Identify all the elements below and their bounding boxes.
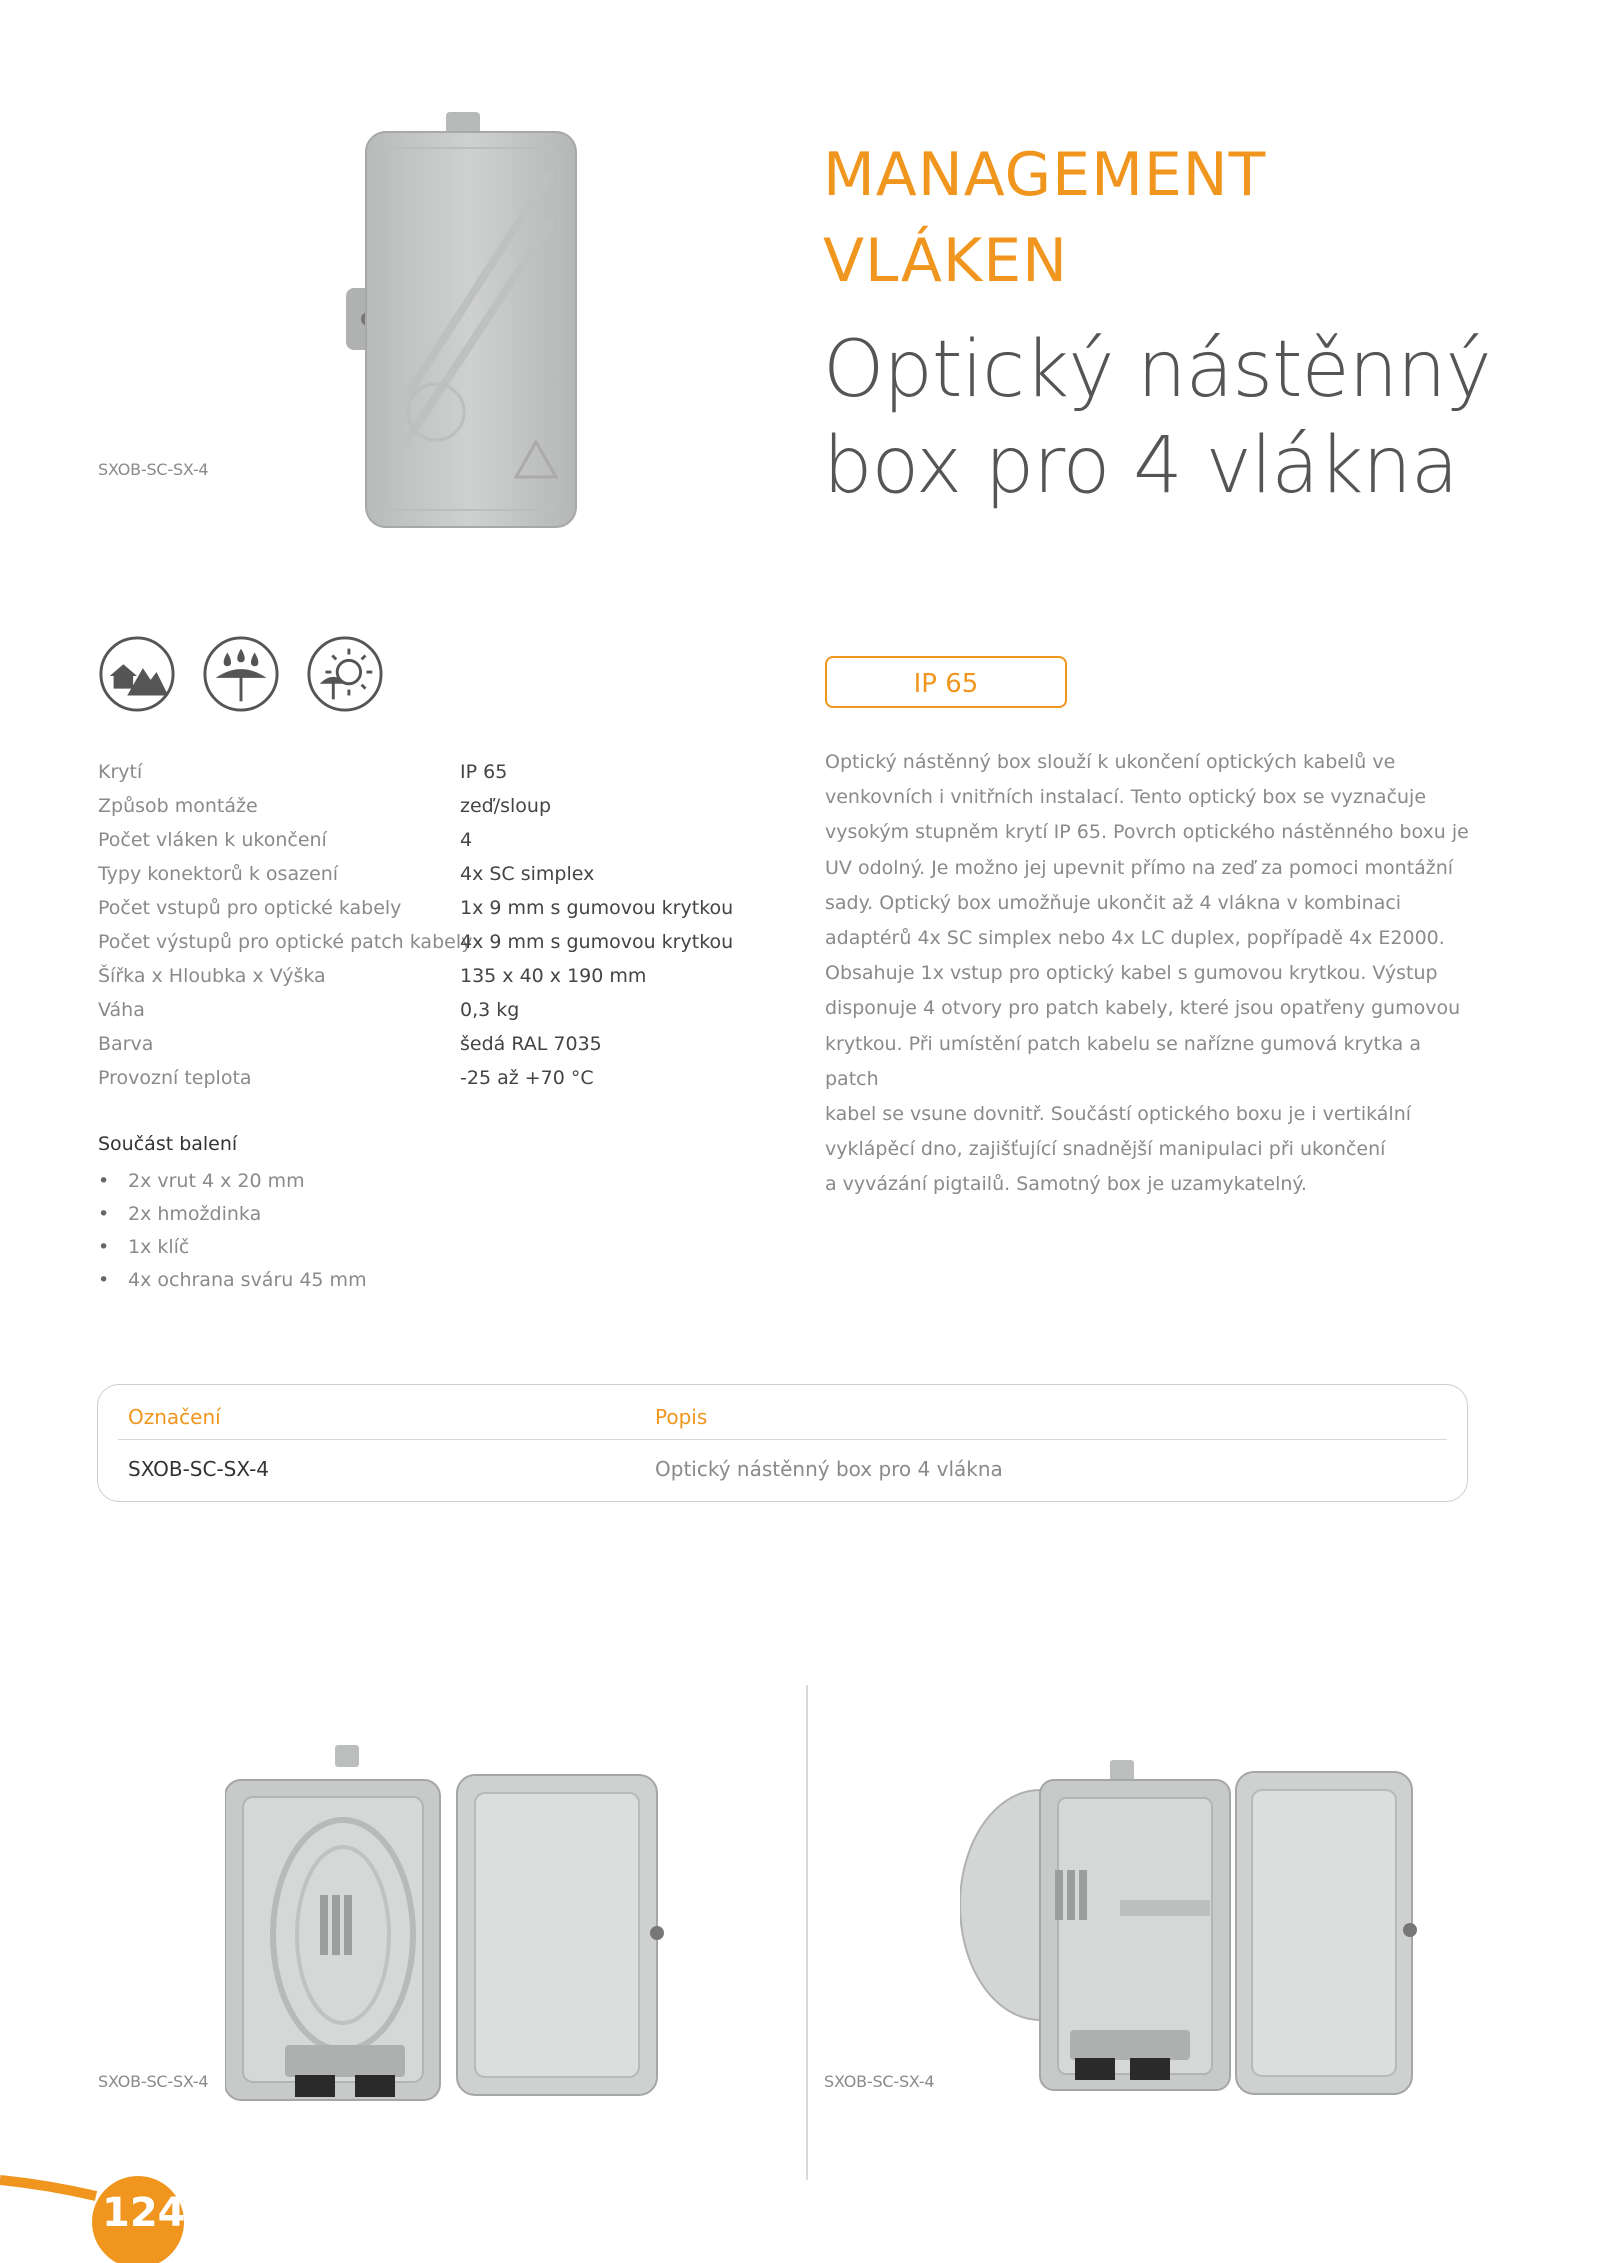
table-divider	[118, 1439, 1447, 1440]
description-line: Obsahuje 1x vstup pro optický kabel s gumovou krytkou. Výstup	[825, 962, 1438, 985]
description-line: vyklápěcí dno, zajišťující snadnější manipulaci při ukončení	[825, 1138, 1386, 1161]
page-number: 124	[102, 2190, 186, 2236]
spec-row	[98, 1027, 758, 1061]
product-title	[823, 322, 1491, 514]
table-header-description: Popis	[655, 1405, 708, 1429]
spec-row	[98, 755, 758, 789]
list-item: • 2x vrut 4 x 20 mm	[98, 1164, 367, 1197]
water-drops-icon	[202, 635, 280, 713]
description-line: venkovních i vnitřních instalací. Tento optický box se vyznačuje	[825, 786, 1427, 809]
description-line: vysokým stupněm krytí IP 65. Povrch optického nástěnného boxu je	[825, 821, 1469, 844]
spec-row	[98, 993, 758, 1027]
ordering-table	[97, 1384, 1468, 1502]
spec-label: Šířka x Hloubka x Výška	[98, 965, 326, 987]
spec-label: Váha	[98, 999, 145, 1021]
description-line: a vyvázání pigtailů. Samotný box je uzamykatelný.	[825, 1173, 1307, 1196]
spec-row	[98, 1061, 758, 1095]
house-mountain-icon	[98, 635, 176, 713]
spec-value: šedá RAL 7035	[460, 1033, 602, 1055]
table-cell-code: SXOB-SC-SX-4	[128, 1457, 270, 1481]
table-header-code: Označení	[128, 1405, 221, 1429]
category-line-2: VLÁKEN	[823, 226, 1069, 296]
spec-value: 1x 9 mm s gumovou krytkou	[460, 897, 734, 919]
description-line: krytkou. Při umístění patch kabelu se nařízne gumová krytka a patch	[825, 1032, 1421, 1090]
package-title: Součást balení	[98, 1133, 238, 1155]
product-photo-open-left	[225, 1745, 665, 2125]
description-line: sady. Optický box umožňuje ukončit až 4 vlákna v kombinaci	[825, 891, 1402, 914]
spec-table	[98, 755, 758, 1095]
product-title-line-2: box pro 4 vlákna	[823, 421, 1458, 511]
spec-row	[98, 857, 758, 891]
category-line-1: MANAGEMENT	[823, 140, 1267, 210]
photo-divider	[806, 1685, 808, 2180]
list-item: • 1x klíč	[98, 1230, 367, 1263]
table-cell-description: Optický nástěnný box pro 4 vlákna	[655, 1457, 1003, 1481]
product-photo-closed	[346, 112, 594, 530]
product-title-line-1: Optický nástěnný	[823, 325, 1491, 415]
spec-row	[98, 925, 758, 959]
spec-label: Počet vláken k ukončení	[98, 829, 327, 851]
spec-row	[98, 891, 758, 925]
description-line: UV odolný. Je možno jej upevnit přímo na zeď za pomoci montážní	[825, 856, 1454, 879]
spec-row	[98, 959, 758, 993]
spec-value: 4x SC simplex	[460, 863, 595, 885]
spec-value: -25 až +70 °C	[460, 1067, 594, 1089]
spec-label: Typy konektorů k osazení	[98, 863, 339, 885]
spec-label: Počet vstupů pro optické kabely	[98, 897, 402, 919]
list-item: • 2x hmoždinka	[98, 1197, 367, 1230]
spec-label: Počet výstupů pro optické patch kabely	[98, 931, 473, 953]
package-list	[98, 1164, 367, 1296]
product-description	[825, 745, 1480, 1203]
spec-value: IP 65	[460, 761, 508, 783]
spec-value: 0,3 kg	[460, 999, 520, 1021]
spec-row	[98, 823, 758, 857]
description-line: adaptérů 4x SC simplex nebo 4x LC duplex, popřípadě 4x E2000.	[825, 927, 1445, 950]
spec-value: 135 x 40 x 190 mm	[460, 965, 647, 987]
category-title	[823, 132, 1266, 304]
spec-value: 4	[460, 829, 473, 851]
list-item: • 4x ochrana sváru 45 mm	[98, 1263, 367, 1296]
spec-label: Krytí	[98, 761, 143, 783]
spec-label: Způsob montáže	[98, 795, 258, 817]
spec-value: 4x 9 mm s gumovou krytkou	[460, 931, 734, 953]
photo-caption: SXOB-SC-SX-4	[824, 2072, 935, 2091]
spec-label: Provozní teplota	[98, 1067, 252, 1089]
spec-value: zeď/sloup	[460, 795, 552, 817]
description-line: kabel se vsune dovnitř. Součástí optického boxu je i vertikální	[825, 1103, 1412, 1126]
description-line: Optický nástěnný box slouží k ukončení optických kabelů ve	[825, 751, 1396, 773]
spec-row	[98, 789, 758, 823]
photo-caption: SXOB-SC-SX-4	[98, 2072, 209, 2091]
product-photo-open-right	[960, 1760, 1420, 2115]
photo-caption: SXOB-SC-SX-4	[98, 460, 209, 479]
sun-umbrella-icon	[306, 635, 384, 713]
description-line: disponuje 4 otvory pro patch kabely, které jsou opatřeny gumovou	[825, 997, 1461, 1020]
ip-rating-badge: IP 65	[825, 656, 1067, 708]
spec-label: Barva	[98, 1033, 154, 1055]
